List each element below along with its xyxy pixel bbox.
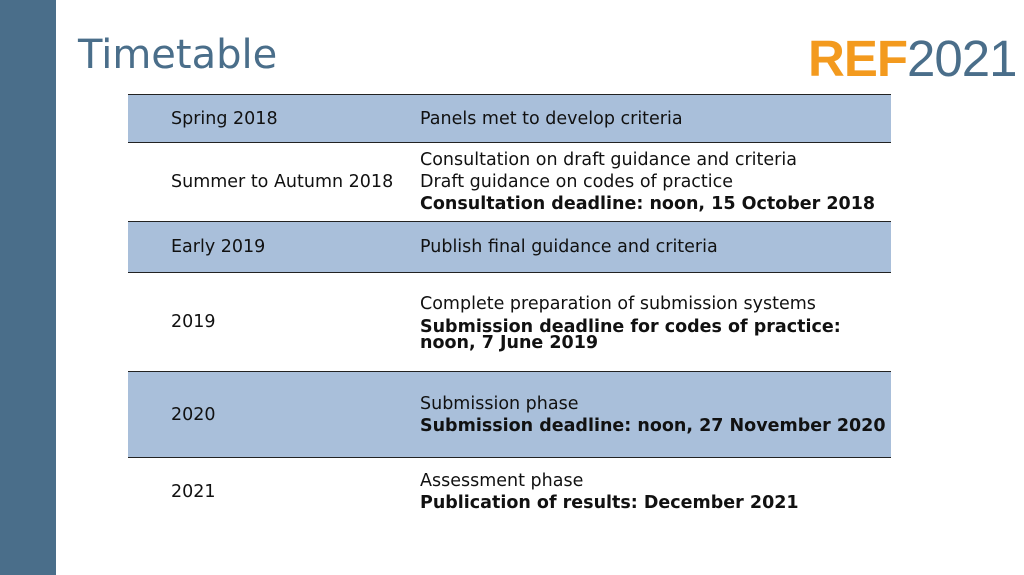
ref2021-logo	[808, 30, 1017, 87]
activity-cell	[420, 149, 891, 215]
side-accent-bar	[0, 0, 56, 575]
table-row	[128, 458, 891, 526]
period-cell: Spring 2018	[171, 108, 278, 129]
page-title: Timetable	[78, 32, 278, 78]
logo-year-text: 2021	[907, 30, 1017, 87]
activity-line: Assessment phase	[420, 471, 584, 491]
table-row	[128, 222, 891, 273]
period-cell: 2019	[171, 312, 216, 332]
activity-cell	[420, 236, 891, 258]
table-row	[128, 143, 891, 222]
period-cell: 2021	[171, 482, 216, 502]
deadline-line: Submission deadline: noon, 27 November 2020	[420, 415, 886, 436]
period-cell: 2020	[171, 404, 216, 425]
period-cell	[128, 174, 420, 190]
deadline-line: Submission deadline for codes of practice: noon, 7 June 2019	[420, 317, 841, 353]
activity-line: Complete preparation of submission systems	[420, 294, 816, 314]
activity-line: Submission phase	[420, 393, 579, 414]
logo-ref-text: REF	[808, 30, 907, 87]
table-row	[128, 273, 891, 372]
activity-cell	[420, 393, 891, 437]
period-text: Summer to Autumn 2018	[171, 172, 394, 192]
results-line: Publication of results: December 2021	[420, 493, 799, 513]
period-cell: Early 2019	[171, 237, 266, 257]
deadline-line: Consultation deadline: noon, 15 October 2018	[420, 194, 876, 214]
activity-line: Publish final guidance and criteria	[420, 237, 718, 257]
activity-line: Consultation on draft guidance and criteria	[420, 150, 797, 170]
activity-line: Draft guidance on codes of practice	[420, 172, 734, 192]
timetable-table	[128, 94, 891, 526]
table-row	[128, 372, 891, 458]
activity-cell	[420, 293, 891, 351]
activity-line: Panels met to develop criteria	[420, 108, 683, 129]
activity-cell	[420, 108, 891, 130]
activity-cell	[420, 470, 891, 514]
table-row	[128, 95, 891, 143]
